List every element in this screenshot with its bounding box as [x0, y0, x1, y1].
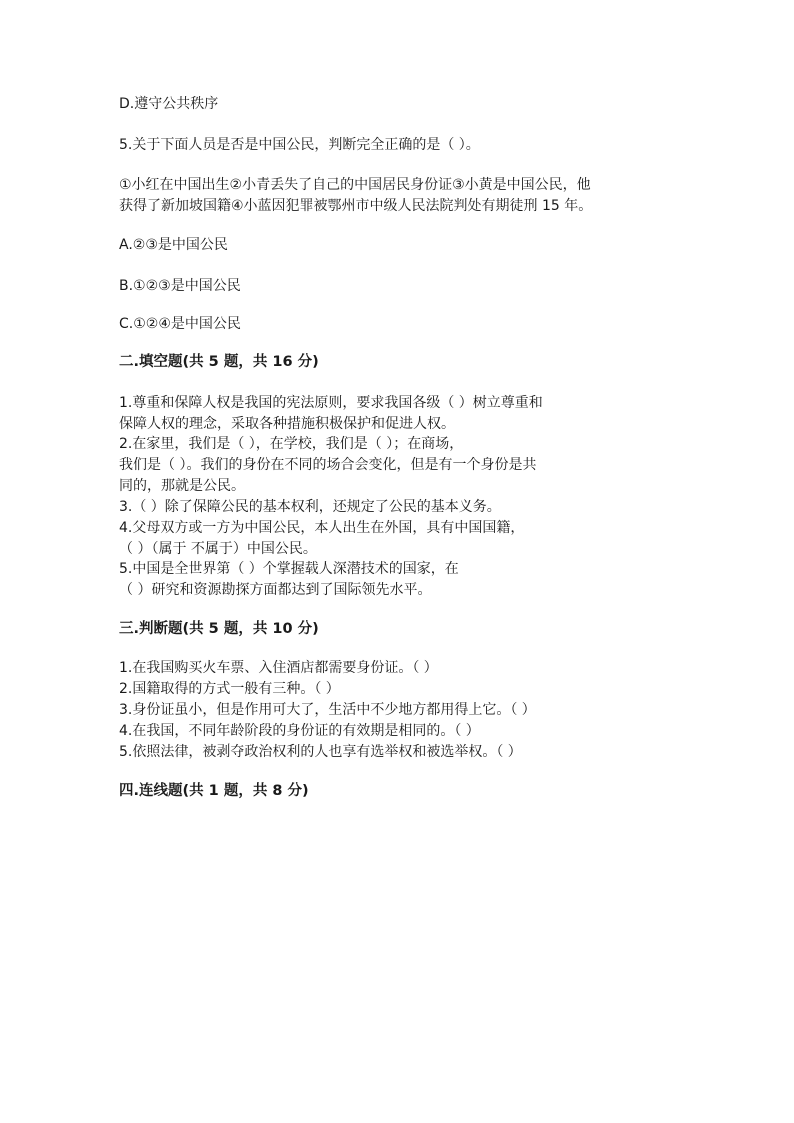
- question-5-text-line-1: ①小红在中国出生②小青丢失了自己的中国居民身份证③小黄是中国公民，他: [119, 177, 591, 193]
- fill-blank-5-line-2: （ ）研究和资源勘探方面都达到了国际领先水平。: [119, 582, 432, 598]
- section-heading-true-false: 三.判断题(共 5 题，共 10 分): [119, 621, 319, 637]
- true-false-1: 1.在我国购买火车票、入住酒店都需要身份证。（ ）: [119, 660, 438, 676]
- fill-blank-4-line-2: （ ）（属于 不属于）中国公民。: [119, 541, 317, 557]
- fill-blank-2-line-2: 我们是（ ）。我们的身份在不同的场合会变化，但是有一个身份是共: [119, 457, 537, 473]
- fill-blank-1-line-2: 保障人权的理念，采取各种措施积极保护和促进人权。: [119, 416, 455, 432]
- section-heading-matching: 四.连线题(共 1 题，共 8 分): [119, 783, 309, 799]
- option-b: B.①②③是中国公民: [119, 278, 241, 294]
- fill-blank-1-line-1: 1.尊重和保障人权是我国的宪法原则，要求我国各级（ ）树立尊重和: [119, 395, 543, 411]
- fill-blank-2-line-1: 2.在家里，我们是（ ），在学校，我们是（ ）；在商场，: [119, 436, 464, 452]
- question-5-stem: 5.关于下面人员是否是中国公民，判断完全正确的是（ ）。: [119, 137, 480, 153]
- fill-blank-5-line-1: 5.中国是全世界第（ ）个掌握载人深潜技术的国家，在: [119, 561, 459, 577]
- true-false-5: 5.依照法律，被剥夺政治权利的人也享有选举权和被选举权。（ ）: [119, 744, 522, 760]
- true-false-3: 3.身份证虽小，但是作用可大了，生活中不少地方都用得上它。（ ）: [119, 702, 536, 718]
- option-c: C.①②④是中国公民: [119, 316, 241, 332]
- fill-blank-3: 3.（ ）除了保障公民的基本权利，还规定了公民的基本义务。: [119, 499, 501, 515]
- true-false-4: 4.在我国，不同年龄阶段的身份证的有效期是相同的。（ ）: [119, 723, 480, 739]
- option-a: A.②③是中国公民: [119, 237, 228, 253]
- fill-blank-2-line-3: 同的，那就是公民。: [119, 478, 245, 494]
- true-false-2: 2.国籍取得的方式一般有三种。（ ）: [119, 681, 340, 697]
- fill-blank-4-line-1: 4.父母双方或一方为中国公民，本人出生在外国，具有中国国籍，: [119, 520, 525, 536]
- option-d: D.遵守公共秩序: [119, 96, 219, 112]
- section-heading-fill-blank: 二.填空题(共 5 题，共 16 分): [119, 354, 319, 370]
- question-5-text-line-2: 获得了新加坡国籍④小蓝因犯罪被鄂州市中级人民法院判处有期徒刑 15 年。: [119, 198, 593, 214]
